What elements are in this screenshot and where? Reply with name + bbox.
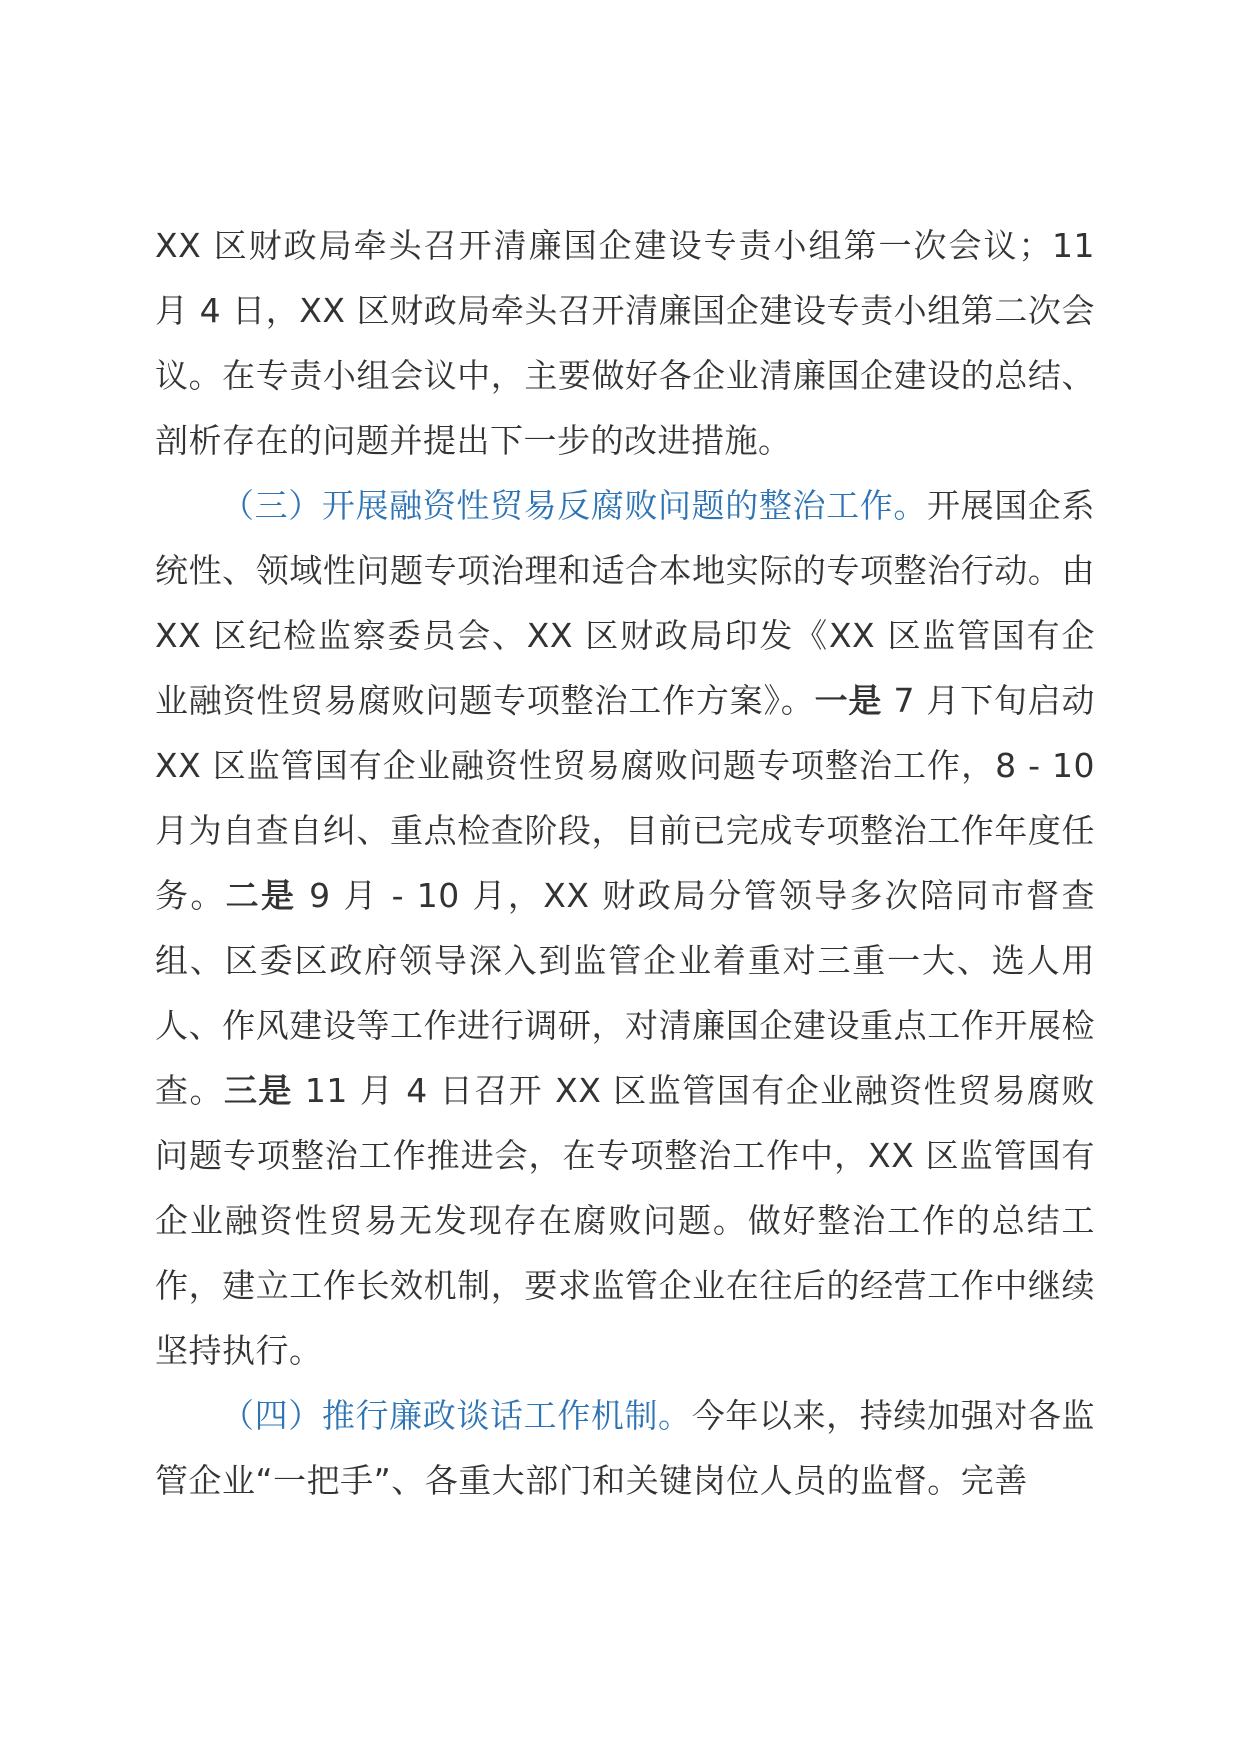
section-three-intro: 开展国企系统性、领域性问题专项治理和适合本地实际的专项整治行动。由 XX 区纪检监察委员会、XX 区财政局印发《XX 区监管国有企业融资性贸易腐败问题专项整治工作方案》。: [155, 486, 1096, 720]
section-three-paragraph: [155, 473, 1095, 1383]
point-two-label: 二是: [225, 876, 297, 915]
section-four-heading: （四）推行廉政谈话工作机制。: [221, 1396, 692, 1435]
point-one-text: 7 月下旬启动 XX 区监管国有企业融资性贸易腐败问题专项整治工作，8 - 10 月为自查自纠、重点检查阶段，目前已完成专项整治工作年度任务。: [155, 681, 1096, 915]
point-three-text: 11 月 4 日召开 XX 区监管国有企业融资性贸易腐败问题专项整治工作推进会，在专项整治工作中，XX 区监管国有企业融资性贸易无发现存在腐败问题。做好整治工作的总结工作，建立工作长效机制，要求监管企业在往后的经营工作中继续坚持执行。: [155, 1071, 1095, 1370]
section-four-paragraph: [155, 1383, 1095, 1513]
document-body: [155, 213, 1095, 1513]
point-one-label: 一是: [814, 681, 883, 720]
paragraph-meetings: [155, 213, 1095, 473]
point-three-label: 三是: [223, 1071, 293, 1110]
point-two-text: 9 月 - 10 月，XX 财政局分管领导多次陪同市督查组、区委区政府领导深入到监管企业着重对三重一大、选人用人、作风建设等工作进行调研，对清廉国企建设重点工作开展检查。: [155, 876, 1096, 1110]
section-four-text: 今年以来，持续加强对各监管企业“一把手”、各重大部门和关键岗位人员的监督。完善: [155, 1396, 1096, 1500]
paragraph-text: XX 区财政局牵头召开清廉国企建设专责小组第一次会议；11 月 4 日，XX 区财政局牵头召开清廉国企建设专责小组第二次会议。在专责小组会议中，主要做好各企业清廉国企建设的总结、剖析存在的问题并提出下一步的改进措施。: [155, 226, 1095, 460]
section-three-heading: （三）开展融资性贸易反腐败问题的整治工作。: [221, 486, 928, 525]
